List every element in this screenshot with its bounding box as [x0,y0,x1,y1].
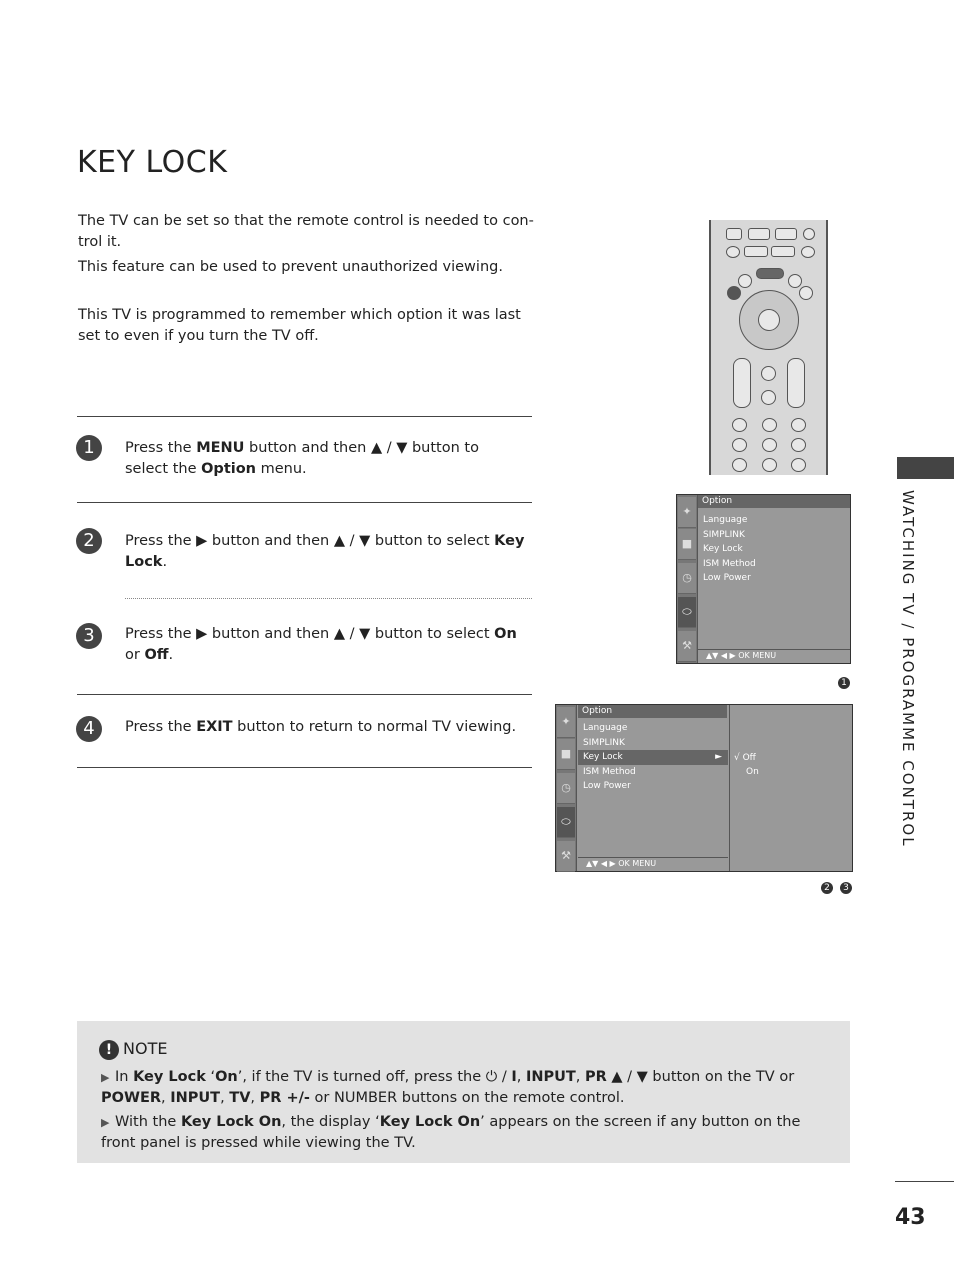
mute-button [761,390,776,405]
picture-icon: ■ [678,529,696,560]
ok-button [758,309,780,331]
section-tab [897,457,954,479]
intro-line: The TV can be set so that the remote control is needed to con- [78,213,534,229]
menu-item-simplink: SIMPLINK [703,529,745,540]
menu-list [578,721,728,794]
step-number: 2 [76,528,102,554]
dotted-divider [125,598,532,599]
menu-header: Option [698,495,850,508]
menu-footer: ▲▼ ◀ ▶ OK MENU [698,649,850,662]
menu-icon-column [556,705,577,871]
number-button [762,418,777,432]
menu-item-ism-method: ISM Method [703,558,756,569]
note-box [77,1021,850,1163]
number-button [732,438,747,452]
option-keyword: Option [201,461,257,477]
forward-button [771,246,795,257]
menu-icon-column [677,495,698,663]
page-number: 43 [895,1205,926,1230]
intro-line: trol it. [78,234,122,250]
number-button [732,418,747,432]
bullet-arrow-icon: ▶ [101,1071,110,1084]
number-button [791,458,806,472]
intro-line: This feature can be used to prevent unauthorized viewing. [78,259,503,275]
page-number-rule [895,1181,954,1182]
round-button [738,274,752,288]
menu-item-low-power: Low Power [583,781,631,791]
step-1-text: Press the MENU button and then ▲ / ▼ button to select the Option menu. [125,440,479,477]
remote-control-illustration [709,220,828,475]
programme-rocker [787,358,805,408]
menu-list [698,513,850,586]
volume-rocker [733,358,751,408]
submenu-divider [729,705,730,871]
note-item-1: ▶ In Key Lock ‘On’, if the TV is turned off, press the ⏻ / I, INPUT, PR ▲ / ▼ button on the TV or POWER, INPUT, TV, PR +/- or NUMBER buttons on the remote control. [101,1069,795,1106]
skip-back-button [726,246,740,258]
picture-icon: ■ [557,739,575,770]
divider [77,694,532,695]
number-button [762,458,777,472]
submenu-item-off: √ Off [734,753,756,763]
stop-button [726,228,742,240]
pause-button [775,228,797,240]
rewind-button [744,246,768,257]
bullet-arrow-icon: ▶ [101,1116,110,1129]
number-button [762,438,777,452]
menu-item-language: Language [583,723,628,733]
lock-icon: ⚒ [678,631,696,662]
clock-icon: ◷ [557,773,575,804]
satellite-icon: ✦ [678,497,696,528]
number-button [791,418,806,432]
divider [77,767,532,768]
menu-header: Option [578,705,727,718]
intro-line: This TV is programmed to remember which option it was last [78,307,521,323]
step-number: 4 [76,716,102,742]
warning-icon: ! [99,1040,119,1060]
exit-keyword: EXIT [196,719,233,735]
menu-item-ism-method: ISM Method [583,766,636,777]
record-button [803,228,815,240]
note-heading: ! NOTE [99,1039,167,1060]
key-lock-keyword: Key Lock [125,533,525,570]
lock-icon: ⚒ [557,841,575,872]
step-3-text: Press the ▶ button and then ▲ / ▼ button to select On or Off. [125,626,517,663]
round-button [799,286,813,300]
option-icon: ⬭ [678,597,696,628]
note-item-2: ▶ With the Key Lock On, the display ‘Key Lock On’ appears on the screen if any button on the front panel is pressed while viewing the TV. [101,1114,801,1151]
satellite-icon: ✦ [557,707,575,738]
round-button [788,274,802,288]
submenu-item-on: On [746,767,759,777]
submenu-arrow-icon: ► [715,752,722,762]
menu-keyword: MENU [196,440,245,456]
step-number: 1 [76,435,102,461]
menu-item-key-lock-selected: Key Lock ► [578,750,728,765]
on-keyword: On [494,626,517,642]
divider [77,416,532,417]
step-4-text: Press the EXIT button to return to normal TV viewing. [125,719,517,735]
menu-footer: ▲▼ ◀ ▶ OK MENU [578,857,728,870]
option-menu-screen-2 [555,704,853,872]
skip-forward-button [801,246,815,258]
divider [77,502,532,503]
clock-icon: ◷ [678,563,696,594]
number-button [732,458,747,472]
section-title: WATCHING TV / PROGRAMME CONTROL [899,490,917,848]
intro-line: set to even if you turn the TV off. [78,328,319,344]
step-number: 3 [76,623,102,649]
number-button [791,438,806,452]
submenu-list [734,751,844,779]
menu-button [756,268,784,279]
menu-item-low-power: Low Power [703,573,751,583]
off-keyword: Off [144,647,169,663]
round-button [761,366,776,381]
intro-text [78,211,538,347]
figure-badge: 2 [821,882,833,894]
figure-badge: 1 [838,677,850,689]
option-menu-screen-1 [676,494,851,664]
page-title: KEY LOCK [77,145,228,180]
menu-item-language: Language [703,515,748,525]
menu-item-key-lock: Key Lock [703,544,743,554]
figure-badge: 3 [840,882,852,894]
menu-item-simplink: SIMPLINK [583,737,625,748]
play-button [748,228,770,240]
round-button [727,286,741,300]
step-2-text: Press the ▶ button and then ▲ / ▼ button to select Key Lock. [125,533,525,570]
option-icon: ⬭ [557,807,575,838]
